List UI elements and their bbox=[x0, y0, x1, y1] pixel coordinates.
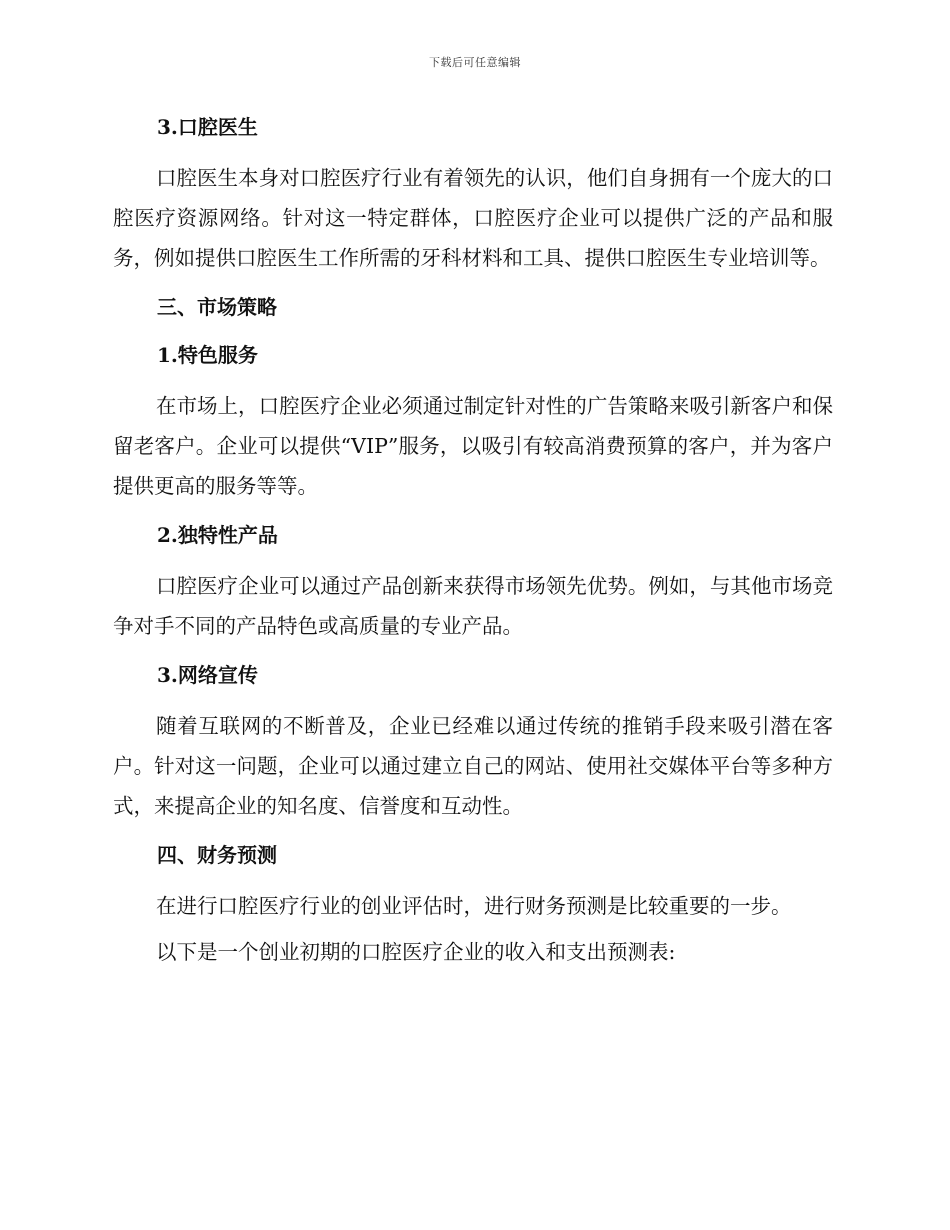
paragraph-financial-forecast-intro: 在进行口腔医疗行业的创业评估时，进行财务预测是比较重要的一步。 bbox=[156, 894, 792, 918]
section-heading-market-strategy: 三、市场策略 bbox=[157, 295, 277, 319]
paragraph-financial-forecast-table-lead: 以下是一个创业初期的口腔医疗企业的收入和支出预测表: bbox=[156, 940, 676, 964]
section-heading-dentists: 3.口腔医生 bbox=[157, 115, 258, 139]
paragraph-special-service: 在市场上，口腔医疗企业必须通过制定针对性的广告策略来吸引新客户和保留老客户。企业可以提供“VIP”服务，以吸引有较高消费预算的客户，并为客户提供更高的服务等等。 bbox=[113, 394, 833, 498]
paragraph-unique-product: 口腔医疗企业可以通过产品创新来获得市场领先优势。例如，与其他市场竞争对手不同的产品特色或高质量的专业产品。 bbox=[113, 574, 833, 638]
document-body bbox=[113, 110, 833, 984]
paragraph-dentists: 口腔医生本身对口腔医疗行业有着领先的认识，他们自身拥有一个庞大的口腔医疗资源网络。针对这一特定群体，口腔医疗企业可以提供广泛的产品和服务，例如提供口腔医生工作所需的牙科材料和工具、提供口腔医生专业培训等。 bbox=[113, 166, 833, 270]
paragraph-online-promotion: 随着互联网的不断普及，企业已经难以通过传统的推销手段来吸引潜在客户。针对这一问题，企业可以通过建立自己的网站、使用社交媒体平台等多种方式，来提高企业的知名度、信誉度和互动性。 bbox=[113, 714, 833, 818]
section-heading-financial-forecast: 四、财务预测 bbox=[157, 843, 277, 867]
section-heading-online-promotion: 3.网络宣传 bbox=[157, 663, 258, 687]
section-heading-unique-product: 2.独特性产品 bbox=[157, 523, 278, 547]
section-heading-special-service: 1.特色服务 bbox=[157, 343, 258, 367]
page-header-note: 下载后可任意编辑 bbox=[429, 56, 521, 69]
